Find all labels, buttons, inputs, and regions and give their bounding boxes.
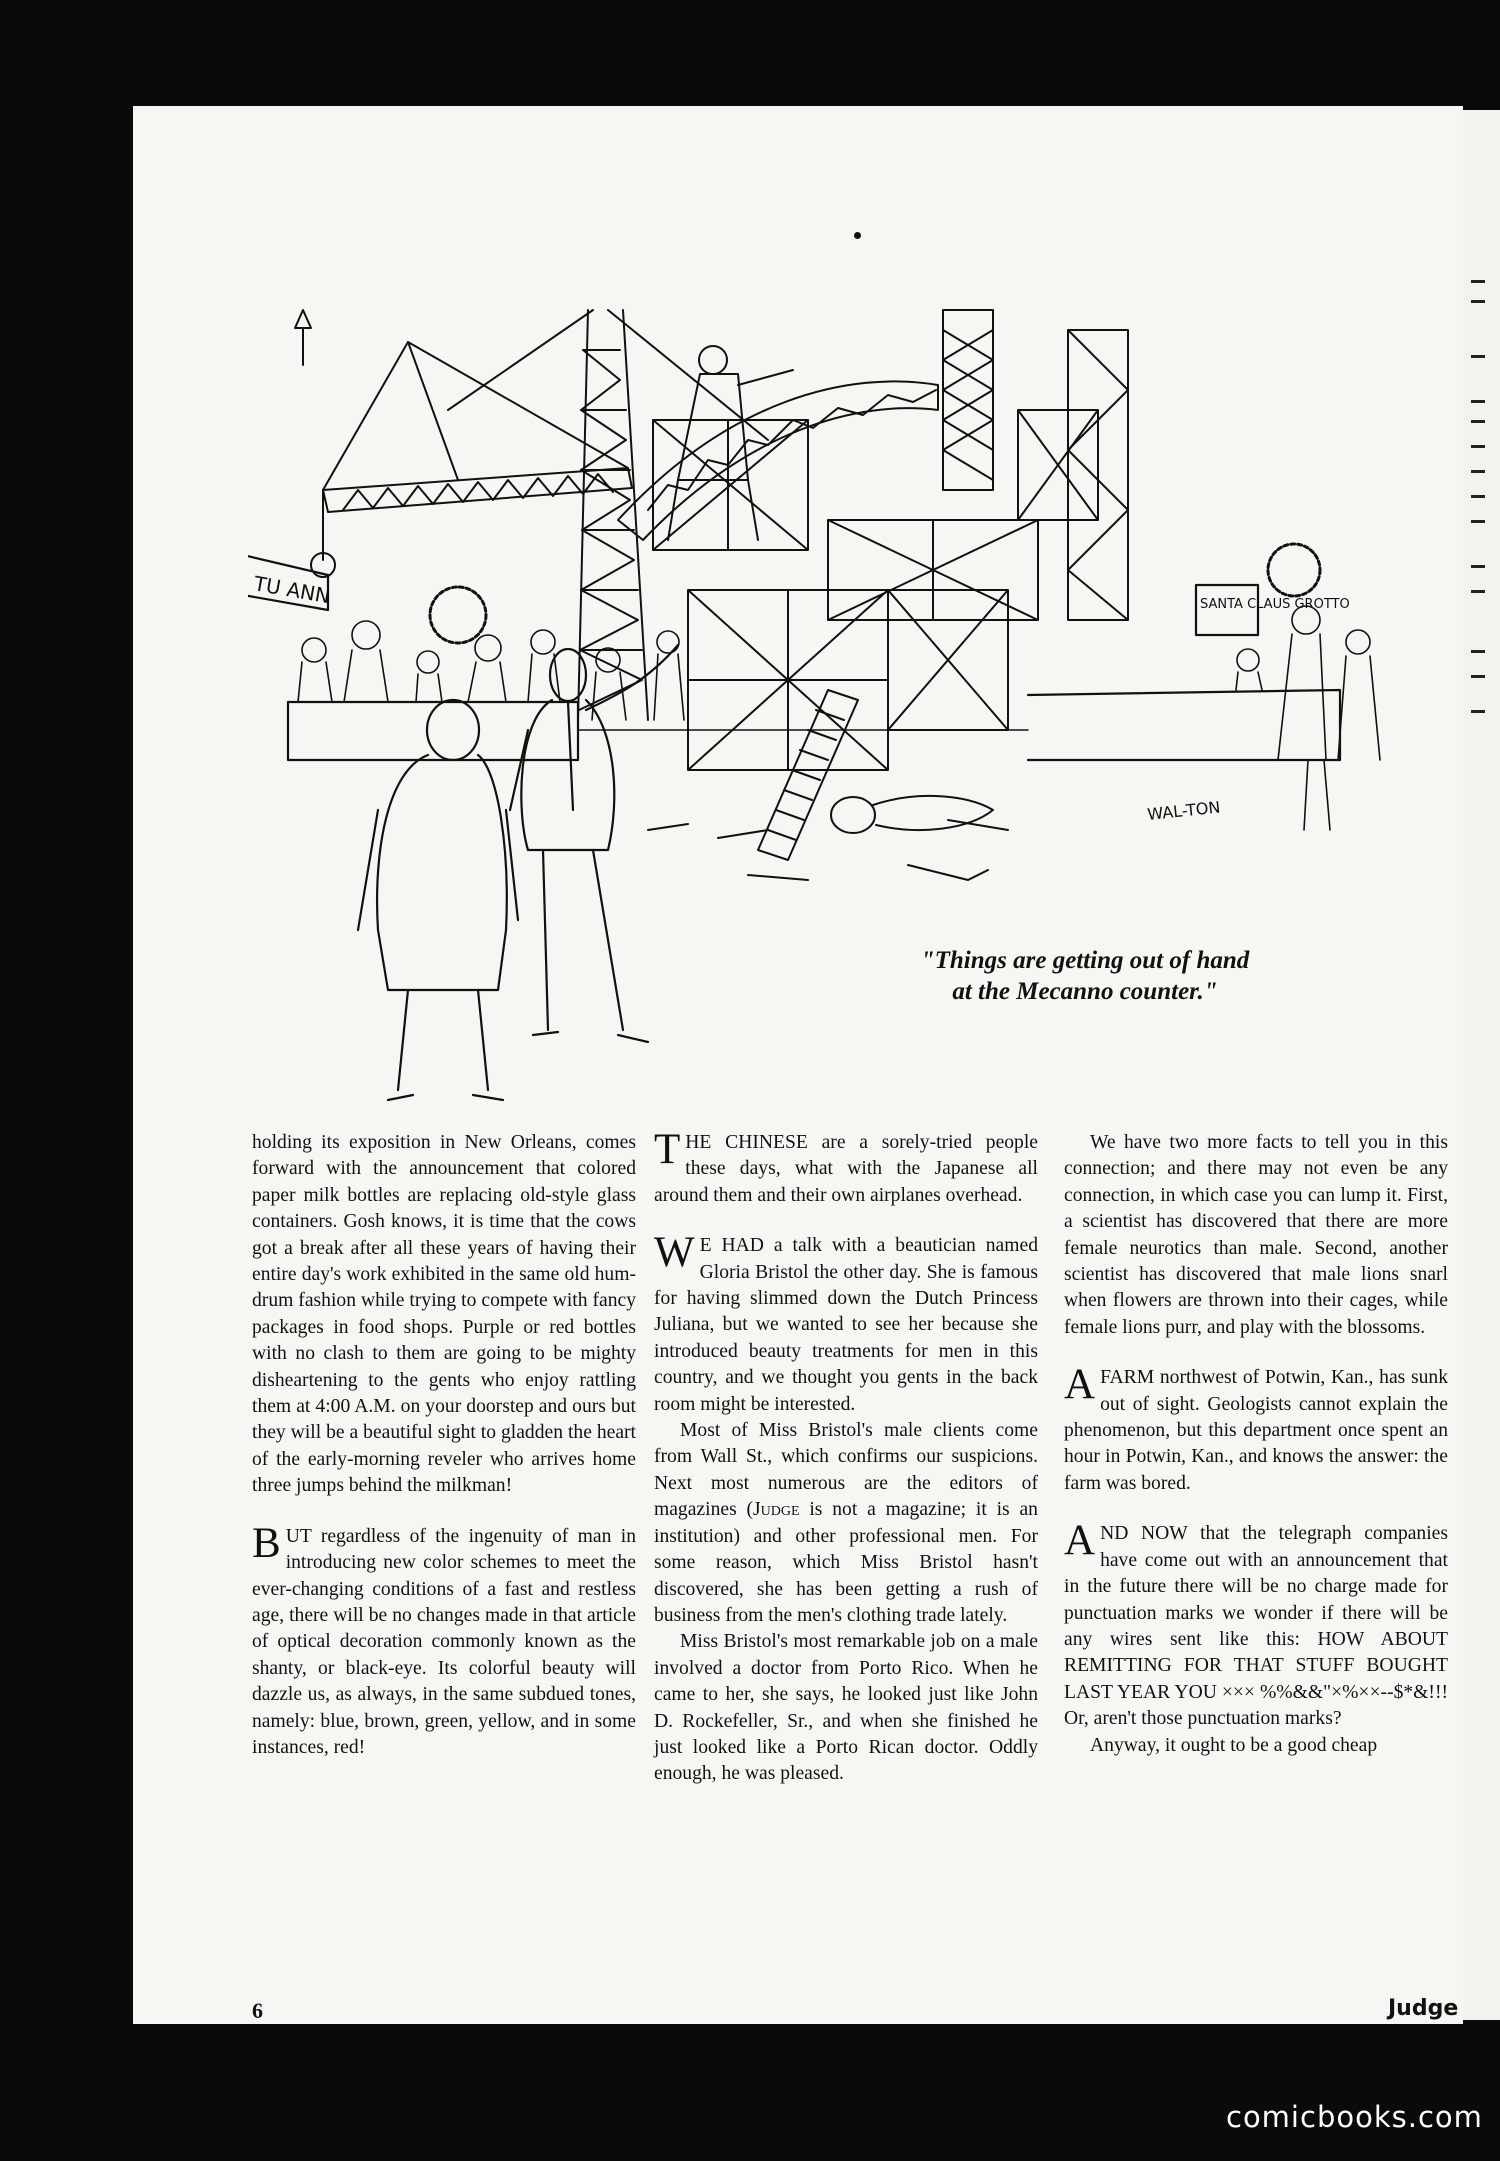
fallen-man [831, 796, 993, 833]
column-2 [654, 1126, 1038, 1788]
judge-mention: Judge [753, 1499, 800, 1521]
paragraph-anyway: Anyway, it ought to be a good cheap [1090, 1734, 1378, 1756]
paragraph-clients: Most of Miss Bristol's male clients come from Wall St., which confirms our suspicions. Next most numerous are the editors of magazines (Judge is not a magazine; it is an institution) and other professional men. For some reason, which Miss Bristol hasn't discovered, she has been getting a rush of business from the men's clothing trade lately. [654, 1420, 1038, 1626]
watermark: comicbooks.com [1226, 2100, 1483, 2134]
toy-sign-text: TU ANN [252, 571, 332, 609]
paragraph-black-eye: BUT regardless of the ingenuity of man in introducing new color schemes to meet the ever-changing conditions of a fast and restless age, there will be no changes made in that article of optical decoration commonly known as the shanty, or black-eye. Its colorful beauty will dazzle us, as always, in the same subdued tones, namely: blue, brown, green, yellow, and in some instances, red! [252, 1519, 636, 1758]
caption-line-1: "Things are getting out of hand [920, 947, 1250, 974]
artist-signature: WAL-TON [1146, 797, 1222, 824]
adjacent-page-edge [1463, 110, 1500, 2020]
paragraph-porto-rico: Miss Bristol's most remarkable job on a male involved a doctor from Porto Rico. When he came to her, she says, he looked just like John D. Rockefeller, Sr., and when she finished he just looked like a Porto Rican doctor. Oddly enough, he was pleased. [654, 1631, 1038, 1785]
mecanno-arch [618, 381, 938, 540]
paragraph-beautician: W E HAD a talk with a beautician named Gloria Bristol the other day. She is famous for having slimmed down the Dutch Princess Juliana, but we wanted to see her because she introduced beauty treatments for men in this country, and we thought you gents in the back room might be interested. [654, 1229, 1038, 1415]
santa-grotto-sign: SANTA CLAUS GROTTO [1200, 597, 1350, 612]
magazine-name: Judge [1388, 1996, 1459, 2021]
paragraph-farm: A FARM northwest of Potwin, Kan., has sunk out of sight. Geologists cannot explain the phenomenon, but this department once spent an hour in Potwin, Kan., and knows the answer: the farm was bored. [1064, 1361, 1448, 1494]
crowd-left [298, 621, 684, 720]
drop-cap: B [252, 1519, 281, 1567]
drop-cap: W [654, 1229, 695, 1277]
fallen-ladder [758, 690, 858, 860]
column-3 [1064, 1130, 1448, 1759]
drop-cap: T [654, 1126, 681, 1173]
crane-arm [295, 310, 632, 577]
cartoon-caption [870, 945, 1300, 1007]
caption-line-2: at the Mecanno counter." [952, 978, 1218, 1005]
ornament-dot [854, 232, 861, 239]
page-number: 6 [252, 1998, 263, 2023]
paragraph-lions: We have two more facts to tell you in this connection; and there may not even be any connection, in which case you can lump it. First, a scientist has discovered that there are more female neurotics than male. Second, another scientist has discovered that male lions snarl when flowers are thrown into their cages, while female lions purr, and play with the blossoms. [1064, 1132, 1448, 1338]
paragraph-telegraph: AND NOW that the telegraph companies have come out with an announcement that in the future there will be no charge made for punctuation marks we wonder if there will be any wires sent like this: HOW ABOUT REMITTING FOR THAT STUFF BOUGHT LAST YEAR YOU ××× %%&&"×%××--$*&!!! Or, aren't those punctuation marks? [1064, 1517, 1448, 1730]
crowd-right [1236, 606, 1380, 830]
drop-cap: A [1064, 1517, 1096, 1565]
paragraph-chinese: THE CHINESE are a sorely-tried people these days, what with the Japanese all around them and their own airplanes overhead. [654, 1126, 1038, 1206]
mecanno-structure [653, 310, 1128, 770]
column-1 [252, 1130, 636, 1761]
drop-cap: A [1064, 1361, 1096, 1409]
paragraph-milk-bottles: holding its exposition in New Orleans, comes forward with the announcement that colored paper milk bottles are replacing old-style glass containers. Gosh knows, it is time that the cows got a break after all these years of having their entire day's work exhibited in the same old hum-drum fashion while trying to compete with fancy packages in food shops. Purple or red bottles with no clash to them are going to be mighty disheartening to the gents who enjoy rattling them at 4:00 A.M. on your doorstep and ours but they will be a beautiful sight to gladden the heart of the early-morning reveler who arrives home three jumps behind the milkman! [252, 1132, 636, 1497]
